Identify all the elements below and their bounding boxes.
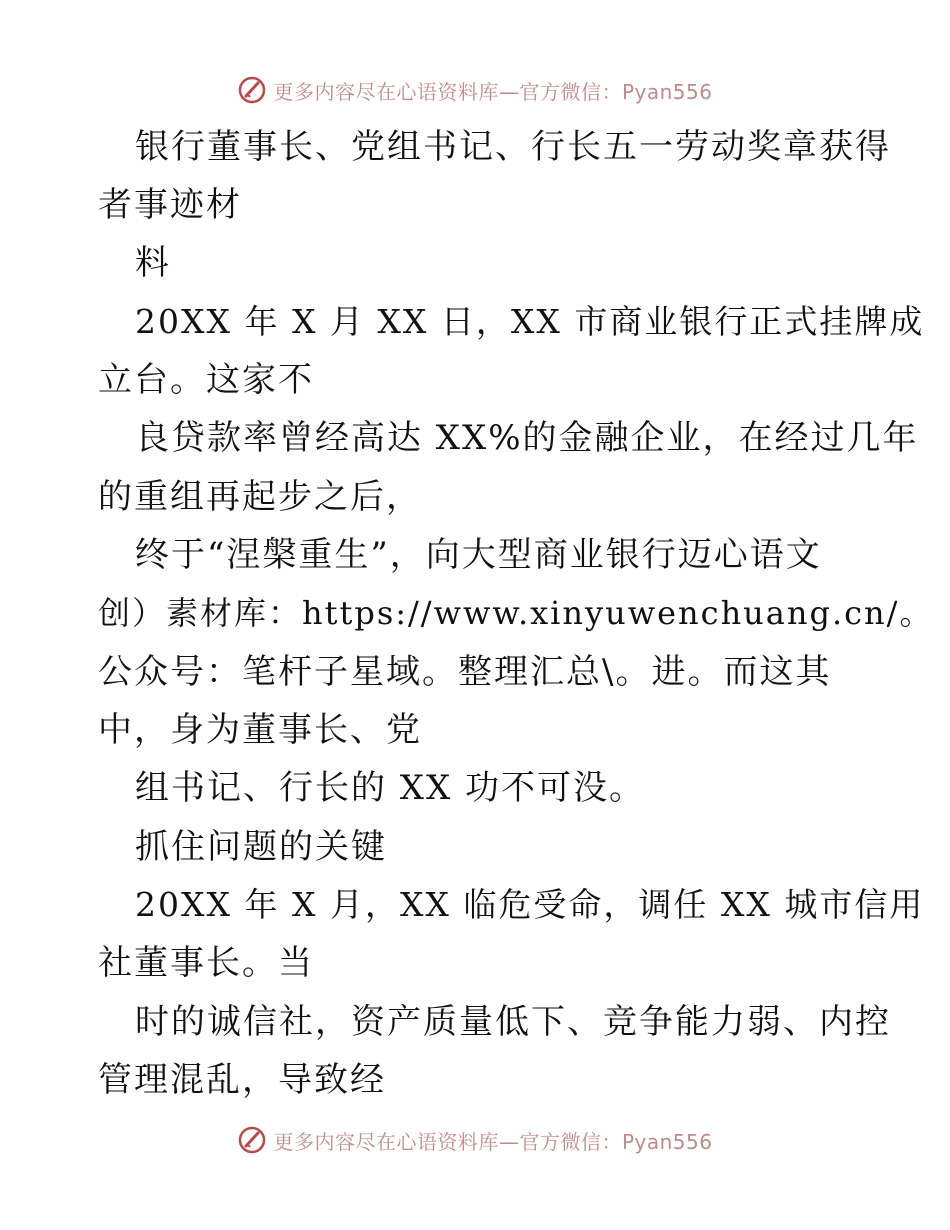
footer-watermark [0, 1120, 950, 1160]
text-line: 20XX 年 X 月 XX 日，XX 市商业银行正式挂牌成 [135, 302, 925, 341]
red-brush-circle-icon [237, 75, 267, 105]
header-watermark [0, 70, 950, 110]
text-line: 银行董事长、党组书记、行长五一劳动奖章获得 [135, 127, 891, 167]
text-line: 时的诚信社，资产质量低下、竞争能力弱、内控 [135, 1002, 891, 1042]
section-heading: 抓住问题的关键 [135, 827, 387, 867]
text-line: 的重组再起步之后， [98, 477, 422, 517]
text-line: 终于“涅槃重生”，向大型商业银行迈心语文 [135, 535, 822, 575]
watermark-text: 更多内容尽在心语资料库—官方微信：Pyan556 [273, 79, 713, 104]
text-line: 创）素材库：https://www.xinyuwenchuang.cn/。 [98, 594, 934, 632]
text-line: 良贷款率曾经高达 XX%的金融企业，在经过几年 [135, 418, 919, 458]
text-line: 组书记、行长的 XX 功不可没。 [135, 768, 646, 808]
text-line: 立台。这家不 [98, 360, 314, 400]
watermark-text: 更多内容尽在心语资料库—官方微信：Pyan556 [273, 1129, 713, 1154]
text-line: 者事迹材 [98, 185, 242, 225]
text-line: 管理混乱，导致经 [98, 1060, 386, 1100]
text-line: 社董事长。当 [98, 943, 314, 983]
text-line: 料 [135, 243, 171, 283]
text-line: 中，身为董事长、党 [98, 710, 422, 750]
text-line: 20XX 年 X 月，XX 临危受命，调任 XX 城市信用 [135, 885, 925, 924]
red-brush-circle-icon [237, 1125, 267, 1155]
text-line: 公众号：笔杆子星域。整理汇总\。进。而这其 [98, 652, 832, 692]
